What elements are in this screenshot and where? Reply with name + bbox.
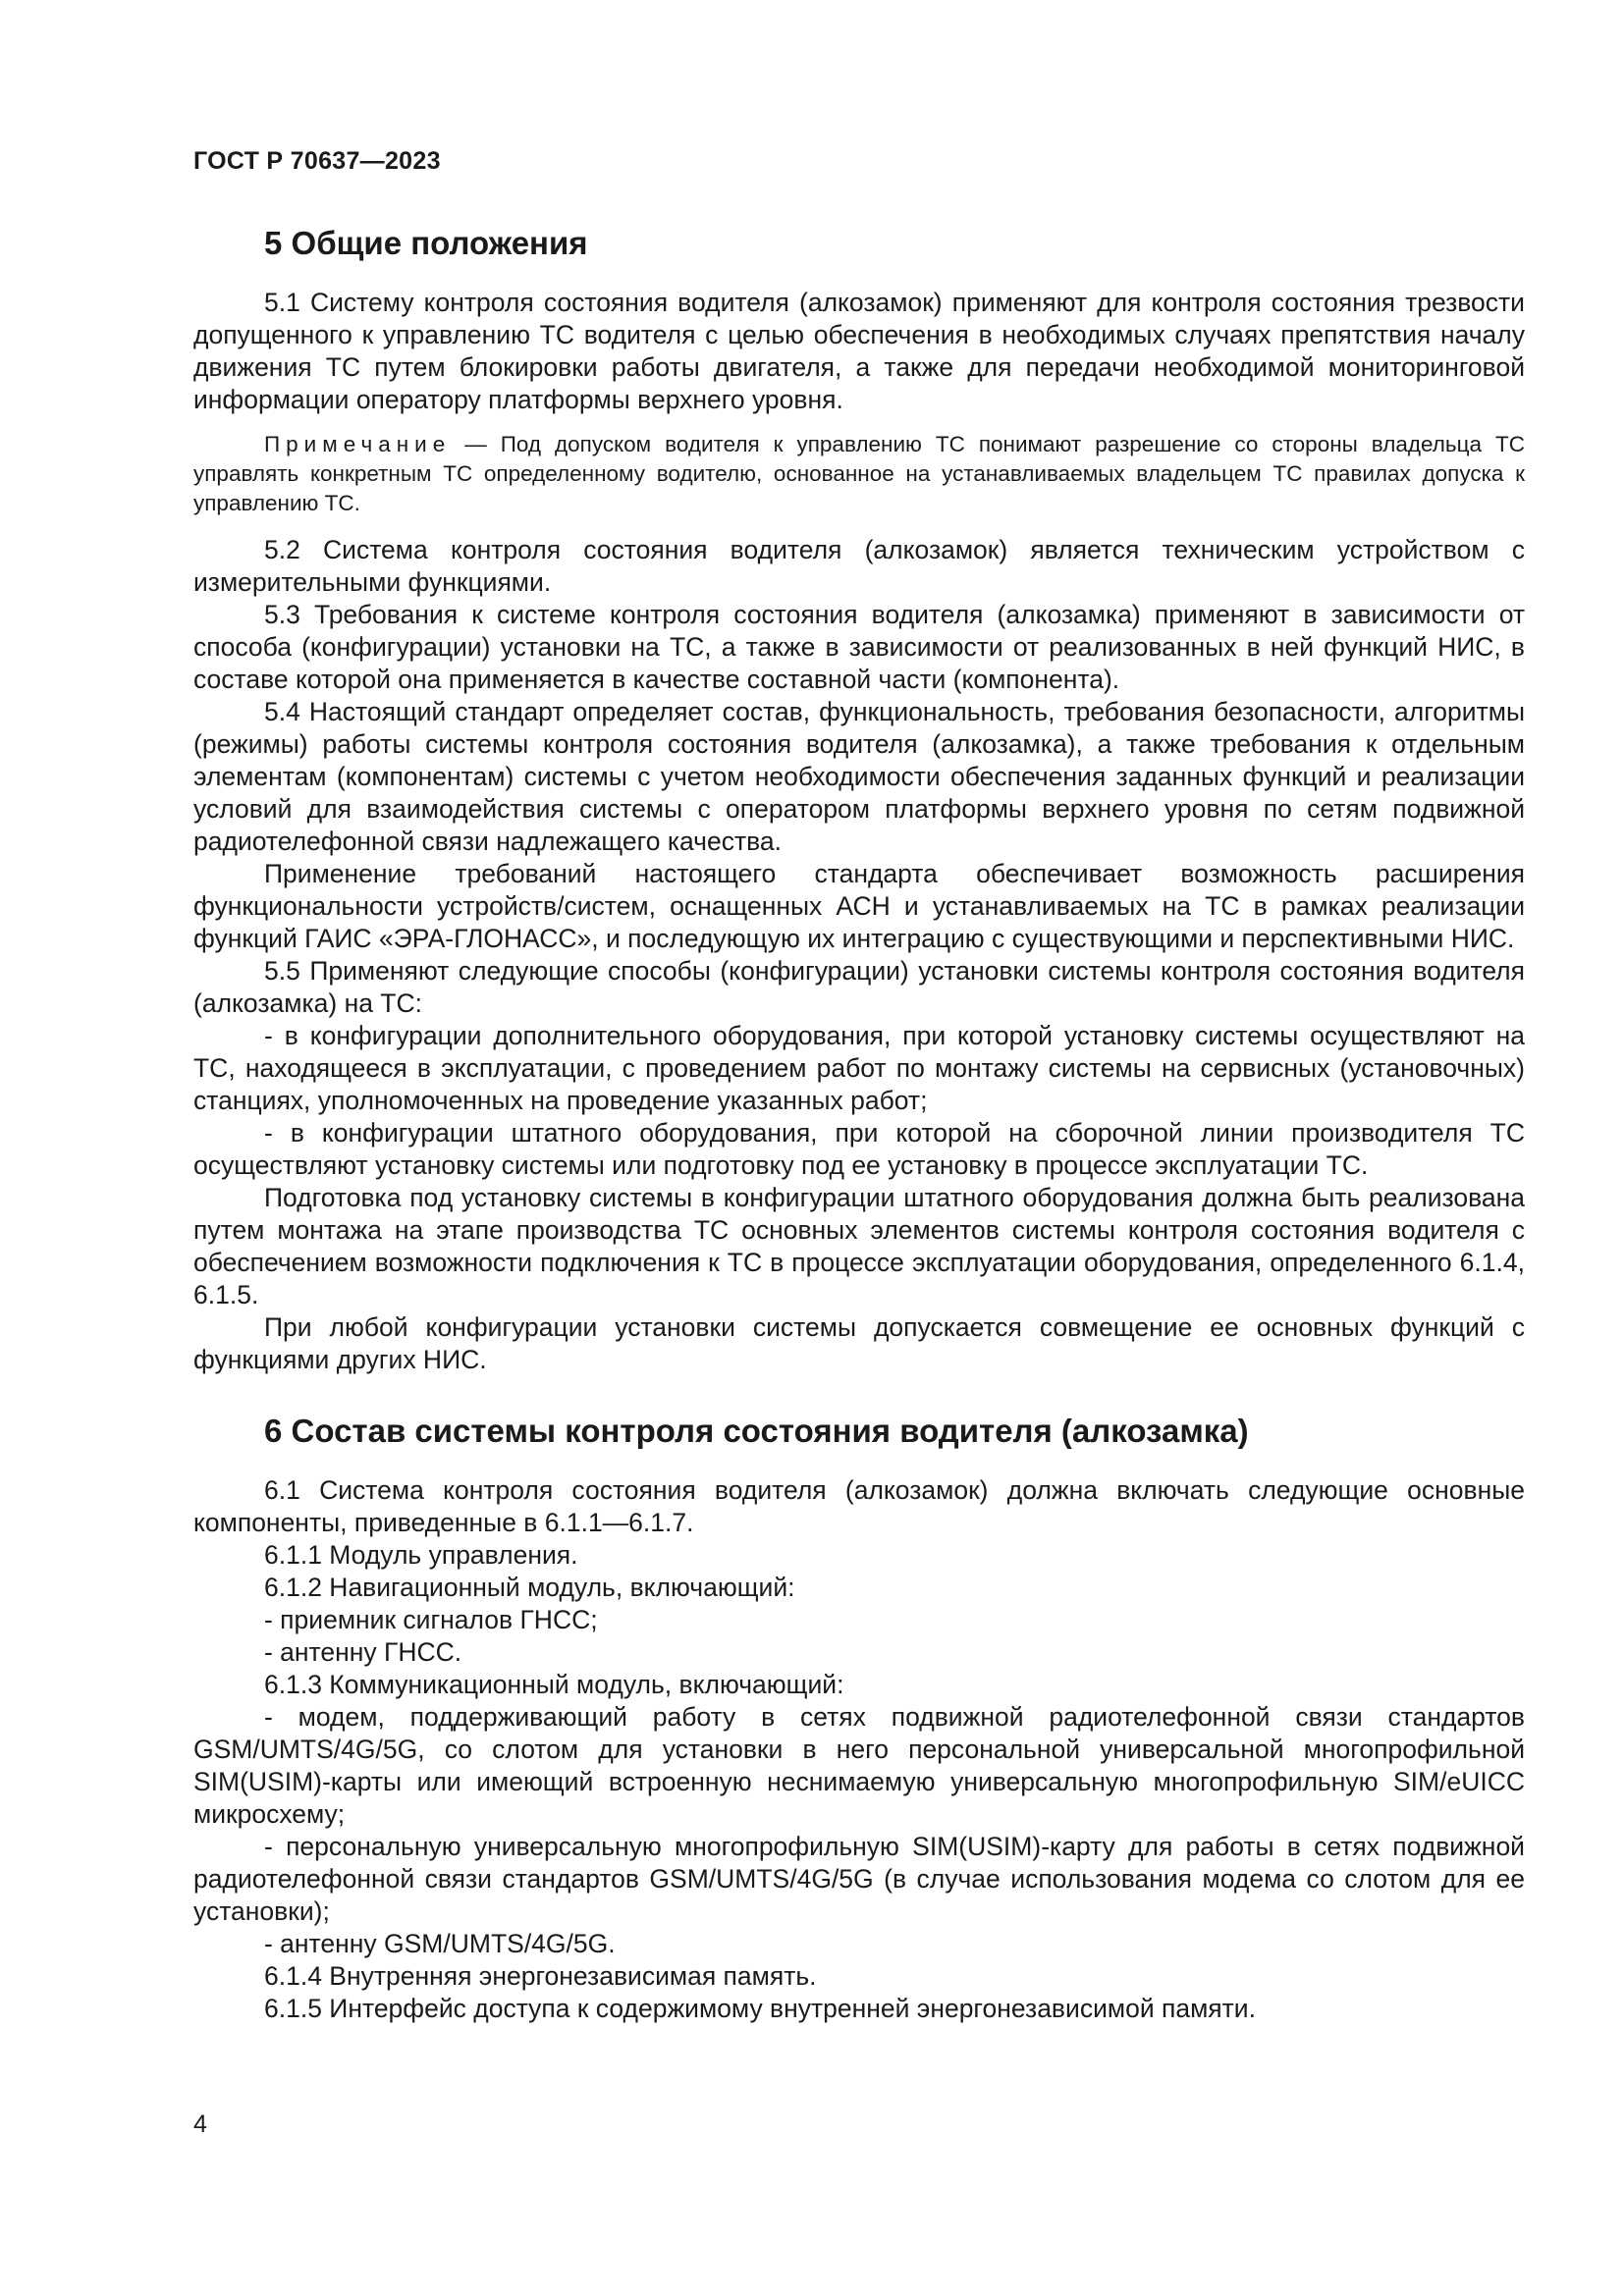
list-item: - антенну GSM/UMTS/4G/5G.: [264, 1929, 616, 1958]
clause-6-1-1: 6.1.1 Модуль управления.: [264, 1540, 578, 1570]
clause-6-1-3: 6.1.3 Коммуникационный модуль, включающий:: [264, 1670, 844, 1699]
paragraph: При любой конфигурации установки системы допускается совмещение ее основных функций с функциями других НИС.: [193, 1312, 1525, 1374]
list-item: - антенну ГНСС.: [264, 1637, 462, 1667]
document-header: ГОСТ Р 70637—2023: [193, 147, 441, 175]
clause-6-1: 6.1 Система контроля состояния водителя (алкозамок) должна включать следующие основные компоненты, приведенные в 6.1.1—6.1.7.: [193, 1475, 1525, 1537]
clause-5-3: 5.3 Требования к системе контроля состояния водителя (алкозамка) применяют в зависимости от способа (конфигурации) установки на ТС, а также в зависимости от реализованных в ней функций НИС, в составе которой она применяется в качестве составной части (компонента).: [193, 600, 1525, 694]
clause-6-1-4: 6.1.4 Внутренняя энергонезависимая память.: [264, 1961, 817, 1991]
clause-6-1-5: 6.1.5 Интерфейс доступа к содержимому внутренней энергонезависимой памяти.: [264, 1994, 1256, 2023]
list-item: - в конфигурации штатного оборудования, при которой на сборочной линии производителя ТС осуществляют установку системы или подготовку под ее установку в процессе эксплуатации ТС.: [193, 1118, 1525, 1180]
note-label: Примечание: [264, 432, 452, 456]
note: [193, 430, 1525, 518]
clause-5-5: 5.5 Применяют следующие способы (конфигурации) установки системы контроля состояния водителя (алкозамка) на ТС:: [193, 956, 1525, 1018]
document-body: [193, 222, 1525, 2025]
clause-5-2: 5.2 Система контроля состояния водителя (алкозамок) является техническим устройством с измерительными функциями.: [193, 535, 1525, 597]
page-number: 4: [193, 2110, 207, 2138]
list-item: - в конфигурации дополнительного оборудования, при которой установку системы осуществляют на ТС, находящееся в эксплуатации, с проведением работ по монтажу системы на сервисных (установочных) станциях, уполномоченных на проведение указанных работ;: [193, 1021, 1525, 1115]
clause-5-4: 5.4 Настоящий стандарт определяет состав, функциональность, требования безопасности, алгоритмы (режимы) работы системы контроля состояния водителя (алкозамка), а также требования к отдельным элементам (компонентам) системы с учетом необходимости обеспечения заданных функций и реализации условий для взаимодействия системы с оператором платформы верхнего уровня по сетям подвижной радиотелефонной связи надлежащего качества.: [193, 697, 1525, 856]
clause-5-1: 5.1 Систему контроля состояния водителя (алкозамок) применяют для контроля состояния трезвости допущенного к управлению ТС водителя с целью обеспечения в необходимых случаях препятствия началу движения ТС путем блокировки работы двигателя, а также для передачи необходимой мониторинговой информации оператору платформы верхнего уровня.: [193, 288, 1525, 414]
list-item: - персональную универсальную многопрофильную SIM(USIM)-карту для работы в сетях подвижной радиотелефонной связи стандартов GSM/UMTS/4G/5G (в случае использования модема со слотом для ее установки);: [193, 1832, 1525, 1926]
section-heading: 6 Состав системы контроля состояния водителя (алкозамка): [264, 1413, 1249, 1449]
note-text: — Под допуском водителя к управлению ТС понимают разрешение со стороны владельца ТС управлять конкретным ТС определенному водителю, основанное на устанавливаемых владельцем ТС правилах допуска к управлению ТС.: [193, 432, 1525, 515]
clause-6-1-2: 6.1.2 Навигационный модуль, включающий:: [264, 1573, 795, 1602]
paragraph: Применение требований настоящего стандарта обеспечивает возможность расширения функциональности устройств/систем, оснащенных АСН и устанавливаемых на ТС в рамках реализации функций ГАИС «ЭРА-ГЛОНАСС», и последующую их интеграцию с существующими и перспективными НИС.: [193, 859, 1525, 953]
list-item: - модем, поддерживающий работу в сетях подвижной радиотелефонной связи стандартов GSM/UMTS/4G/5G, со слотом для установки в него персональной универсальной многопрофильной SIM(USIM)-карты или имеющий встроенную неснимаемую универсальную многопрофильную SIM/eUICC микросхему;: [193, 1702, 1525, 1829]
paragraph: Подготовка под установку системы в конфигурации штатного оборудования должна быть реализована путем монтажа на этапе производства ТС основных элементов системы контроля состояния водителя с обеспечением возможности подключения к ТС в процессе эксплуатации оборудования, определенного 6.1.4, 6.1.5.: [193, 1183, 1525, 1309]
section-heading: 5 Общие положения: [264, 225, 588, 261]
list-item: - приемник сигналов ГНСС;: [264, 1605, 598, 1634]
